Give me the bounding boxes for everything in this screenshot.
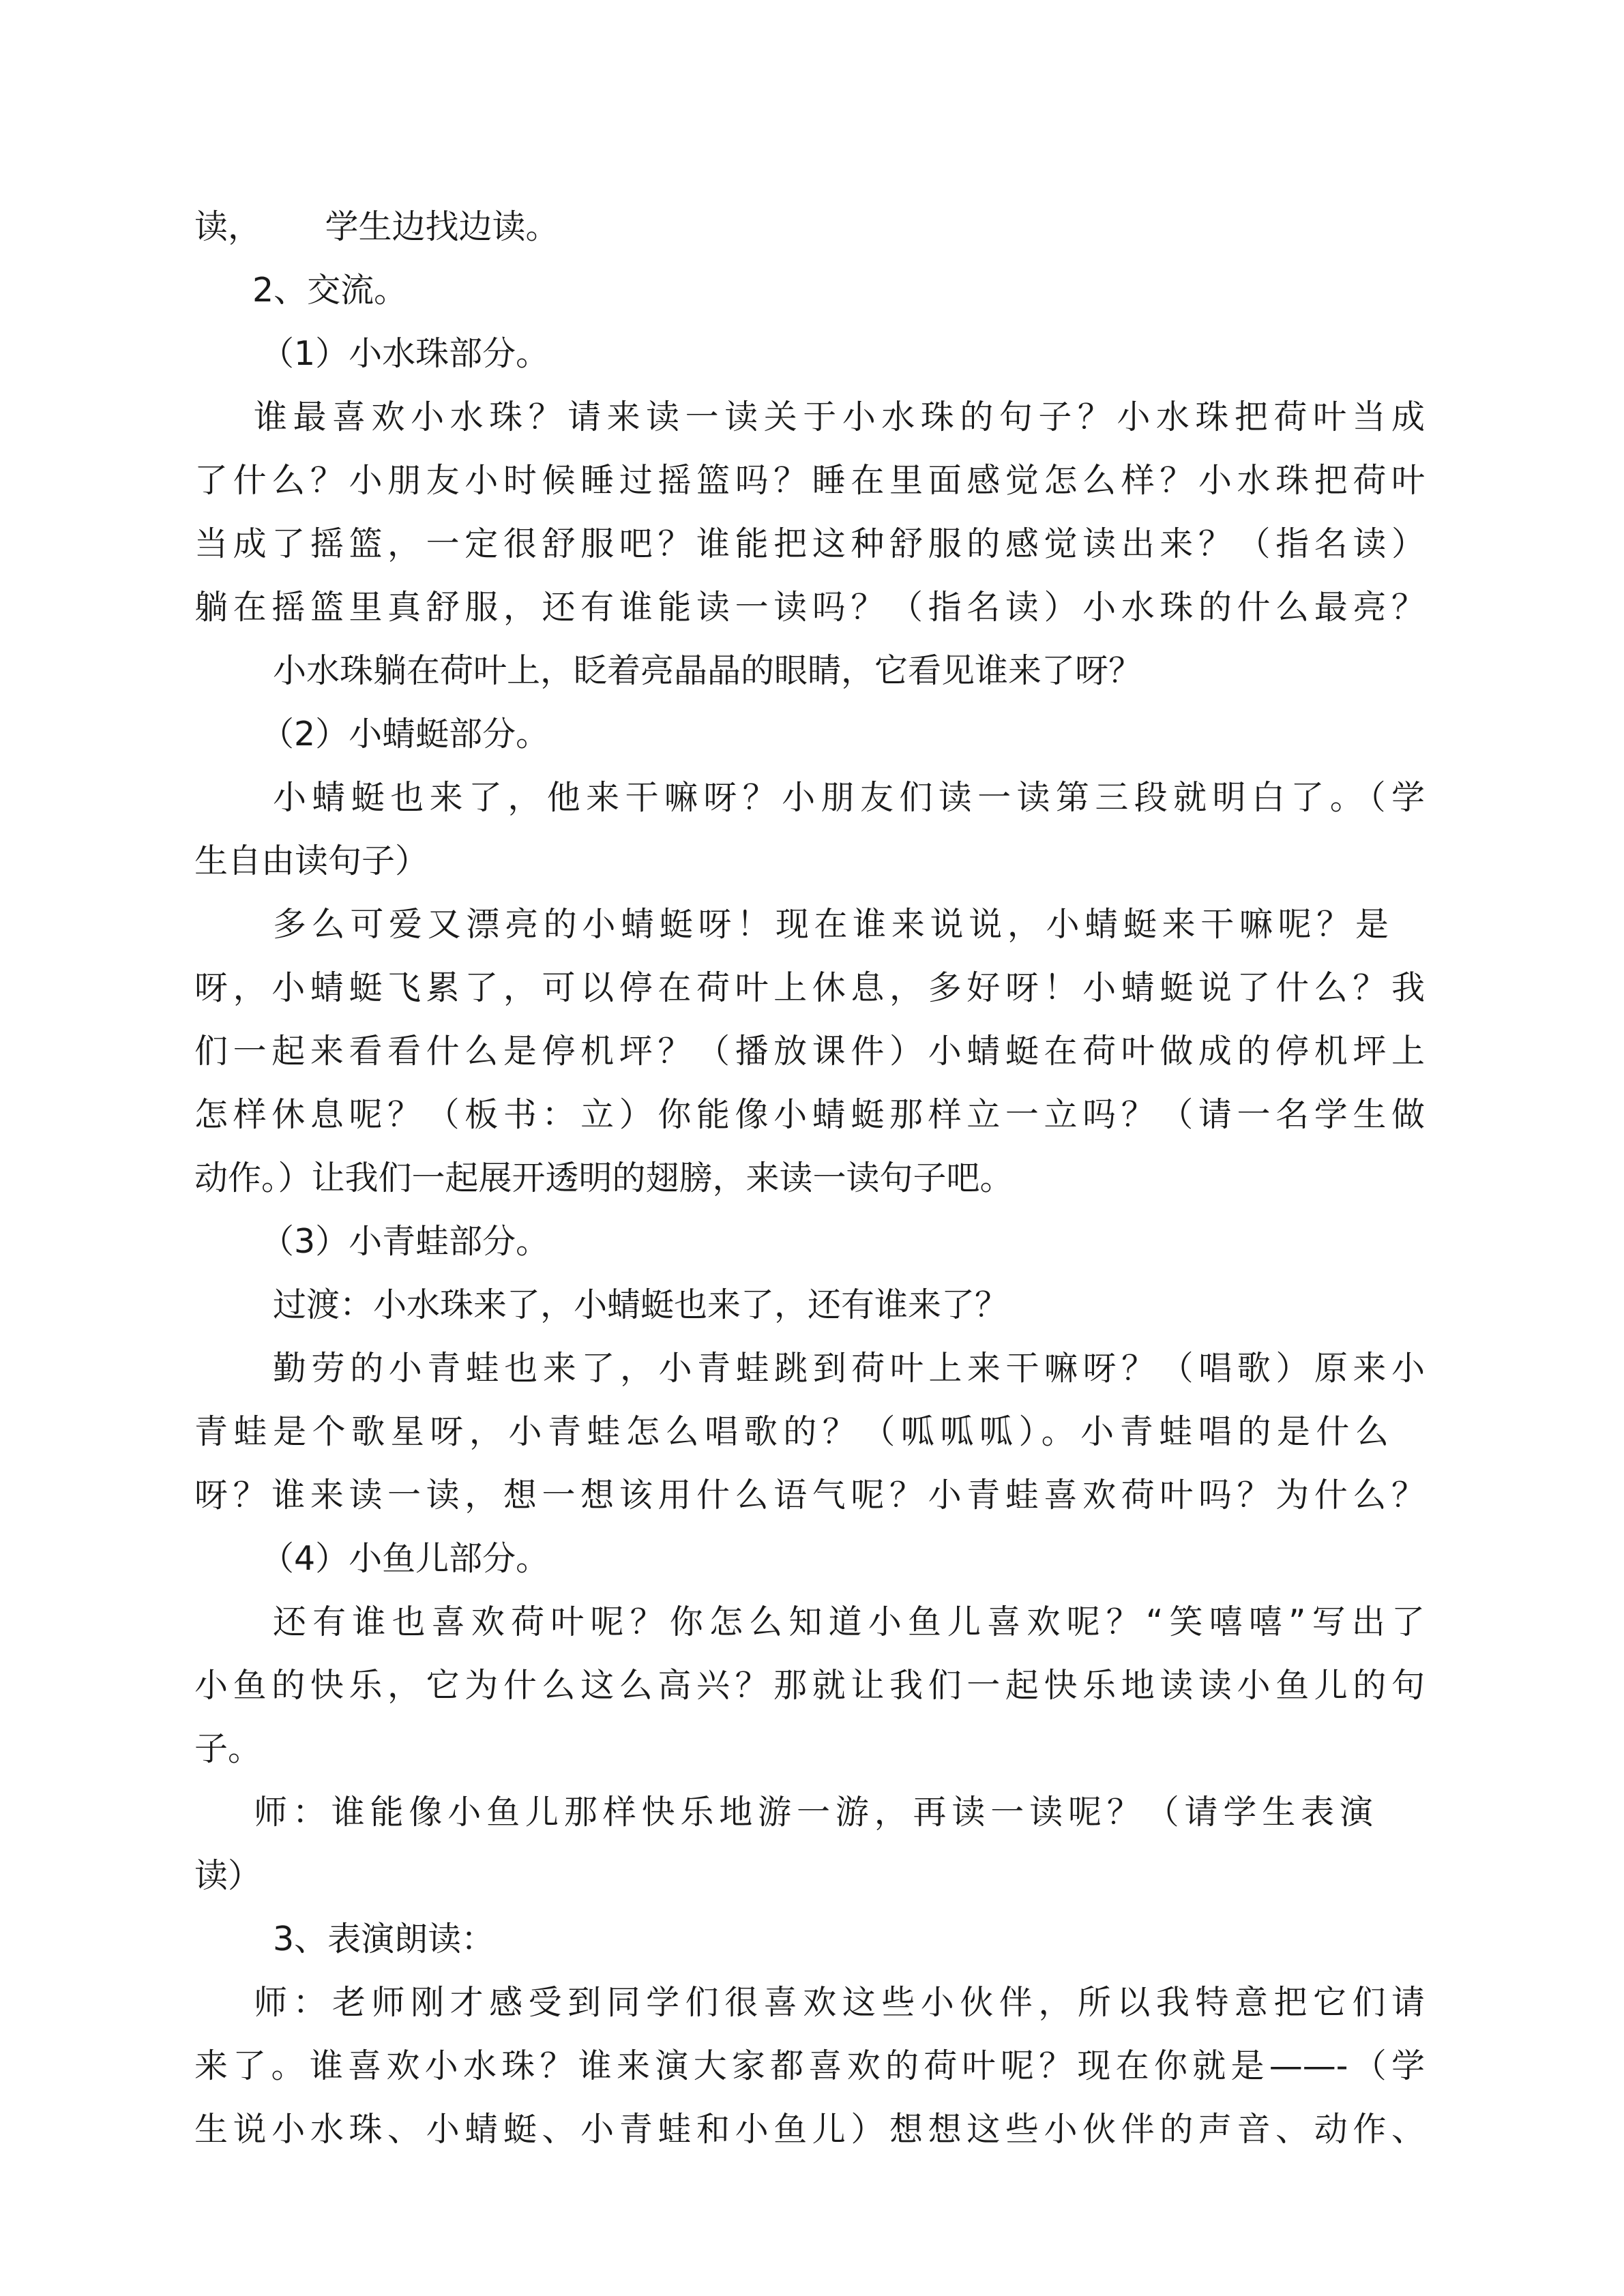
text-line: 躺在摇篮里真舒服，还有谁能读一读吗？（指名读）小水珠的什么最亮？ [194,588,1425,627]
text-line: 当成了摇篮，一定很舒服吧？谁能把这种舒服的感觉读出来？（指名读） [194,524,1425,563]
text-line: 多么可爱又漂亮的小蜻蜓呀！现在谁来说说，小蜻蜓来干嘛呢？是 [273,905,1389,944]
text-line: 勤劳的小青蛙也来了，小青蛙跳到荷叶上来干嘛呀？（唱歌）原来小 [273,1349,1425,1388]
text-line: 小蜻蜓也来了，他来干嘛呀？小朋友们读一读第三段就明白了。（学 [273,778,1425,817]
text-line: 怎样休息呢？（板书：立）你能像小蜻蜓那样立一立吗？（请一名学生做 [194,1095,1425,1134]
text-line: 们一起来看看什么是停机坪？（播放课件）小蜻蜓在荷叶做成的停机坪上 [194,1032,1425,1071]
text-line: （2）小蜻蜓部分。 [261,715,550,754]
text-line: 读） [194,1856,262,1895]
text-line: 过渡：小水珠来了，小蜻蜓也来了，还有谁来了？ [273,1285,1009,1324]
text-line: 生自由读句子） [194,841,429,880]
text-line: 师：老师刚才感受到同学们很喜欢这些小伙伴，所以我特意把它们请 [254,1983,1425,2022]
text-line: 子。 [194,1729,262,1768]
text-line: 了什么？小朋友小时候睡过摇篮吗？睡在里面感觉怎么样？小水珠把荷叶 [194,461,1425,500]
text-line: （4）小鱼儿部分。 [261,1539,550,1578]
text-line: 呀，小蜻蜓飞累了，可以停在荷叶上休息，多好呀！小蜻蜓说了什么？我 [194,968,1425,1007]
text-line: （1）小水珠部分。 [261,334,550,373]
text-line: 3、表演朗读： [273,1920,495,1958]
text-line: 读， 学生边找边读。 [194,207,559,246]
text-line: 师：谁能像小鱼儿那样快乐地游一游，再读一读呢？（请学生表演 [254,1793,1373,1832]
text-line: 谁最喜欢小水珠？请来读一读关于小水珠的句子？小水珠把荷叶当成 [254,398,1425,436]
text-line: 还有谁也喜欢荷叶呢？你怎么知道小鱼儿喜欢呢？“笑嘻嘻”写出了 [273,1602,1425,1641]
text-line: 动作。）让我们一起展开透明的翅膀，来读一读句子吧。 [194,1159,1014,1197]
text-line: 来了。谁喜欢小水珠？谁来演大家都喜欢的荷叶呢？现在你就是——-（学 [194,2046,1425,2085]
text-line: 小水珠躺在荷叶上，眨着亮晶晶的眼睛，它看见谁来了呀？ [273,651,1142,690]
text-line: 2、交流。 [252,271,408,310]
text-line: 呀？谁来读一读，想一想该用什么语气呢？小青蛙喜欢荷叶吗？为什么？ [194,1476,1425,1515]
text-line: 生说小水珠、小蜻蜓、小青蛙和小鱼儿）想想这些小伙伴的声音、动作、 [194,2110,1425,2149]
text-line: （3）小青蛙部分。 [261,1222,550,1261]
text-line: 青蛙是个歌星呀，小青蛙怎么唱歌的？（呱呱呱）。小青蛙唱的是什么 [194,1412,1389,1451]
text-line: 小鱼的快乐，它为什么这么高兴？那就让我们一起快乐地读读小鱼儿的句 [194,1666,1425,1705]
